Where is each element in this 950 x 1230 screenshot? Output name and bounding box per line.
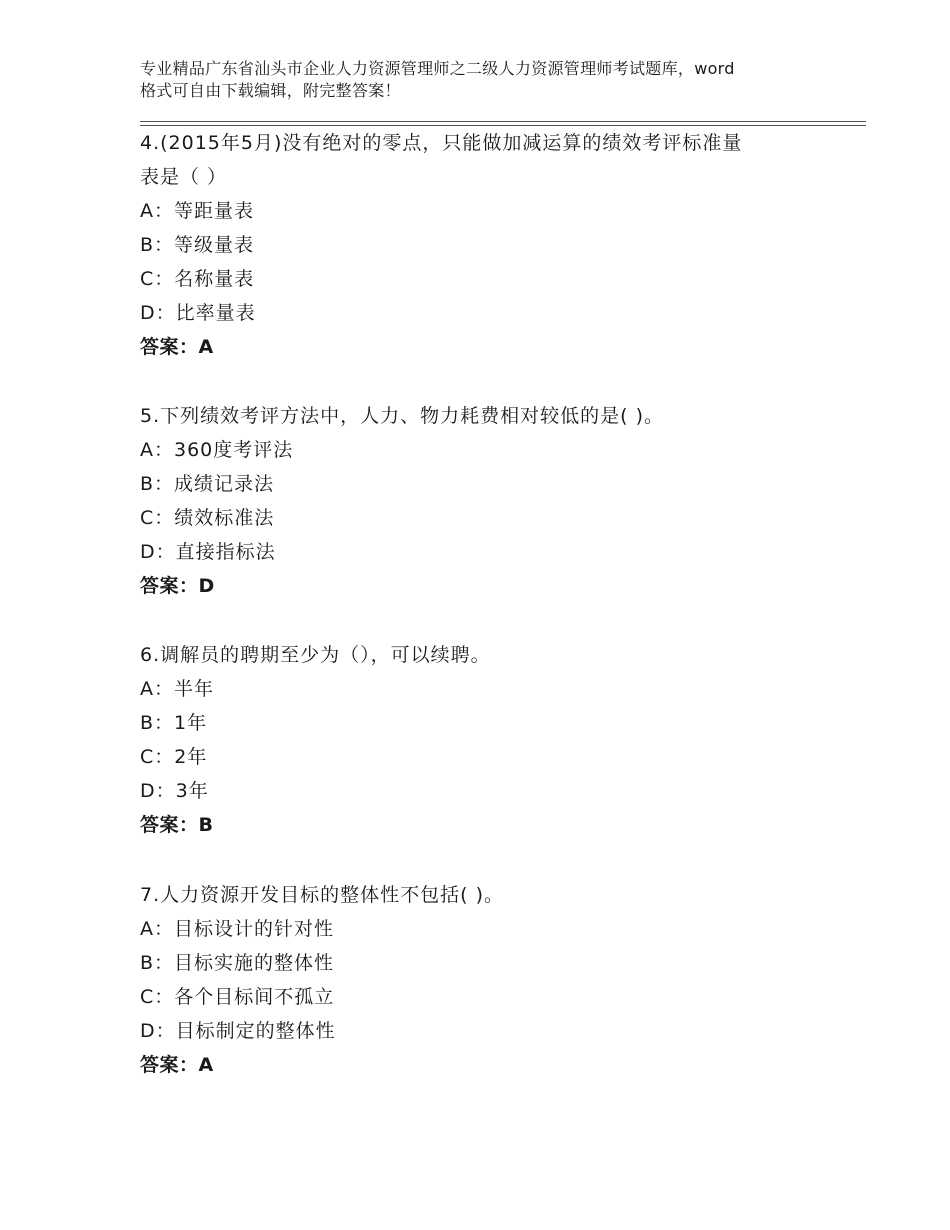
option-a: A：360度考评法 [140, 439, 294, 461]
question-5 [140, 399, 840, 603]
option-d: D：目标制定的整体性 [140, 1020, 336, 1042]
answer: 答案：B [140, 814, 214, 836]
header-line-2: 格式可自由下载编辑，附完整答案！ [140, 81, 401, 100]
question-text: 7.人力资源开发目标的整体性不包括( )。 [140, 884, 504, 906]
answer: 答案：A [140, 1054, 214, 1076]
answer: 答案：A [140, 336, 214, 358]
option-c: C：2年 [140, 746, 208, 768]
option-c: C：绩效标准法 [140, 507, 275, 529]
option-a: A：半年 [140, 678, 214, 700]
question-text-continued: 表是（ ） [140, 166, 228, 188]
option-b: B：等级量表 [140, 234, 255, 256]
answer: 答案：D [140, 575, 215, 597]
option-d: D：3年 [140, 780, 209, 802]
option-b: B：1年 [140, 712, 208, 734]
option-c: C：名称量表 [140, 268, 255, 290]
option-d: D：比率量表 [140, 302, 256, 324]
option-c: C：各个目标间不孤立 [140, 986, 335, 1008]
question-7 [140, 878, 840, 1082]
header-line-1: 专业精品广东省汕头市企业人力资源管理师之二级人力资源管理师考试题库，word [140, 59, 735, 78]
question-text: 6.调解员的聘期至少为（），可以续聘。 [140, 644, 491, 666]
question-text: 4.(2015年5月)没有绝对的零点，只能做加减运算的绩效考评标准量 [140, 132, 743, 154]
option-b: B：成绩记录法 [140, 473, 275, 495]
document-header [140, 58, 840, 102]
question-4 [140, 126, 840, 364]
question-6 [140, 638, 840, 842]
option-b: B：目标实施的整体性 [140, 952, 335, 974]
option-d: D：直接指标法 [140, 541, 276, 563]
option-a: A：目标设计的针对性 [140, 918, 334, 940]
option-a: A：等距量表 [140, 200, 254, 222]
header-divider-top [140, 121, 866, 122]
question-text: 5.下列绩效考评方法中，人力、物力耗费相对较低的是( )。 [140, 405, 664, 427]
